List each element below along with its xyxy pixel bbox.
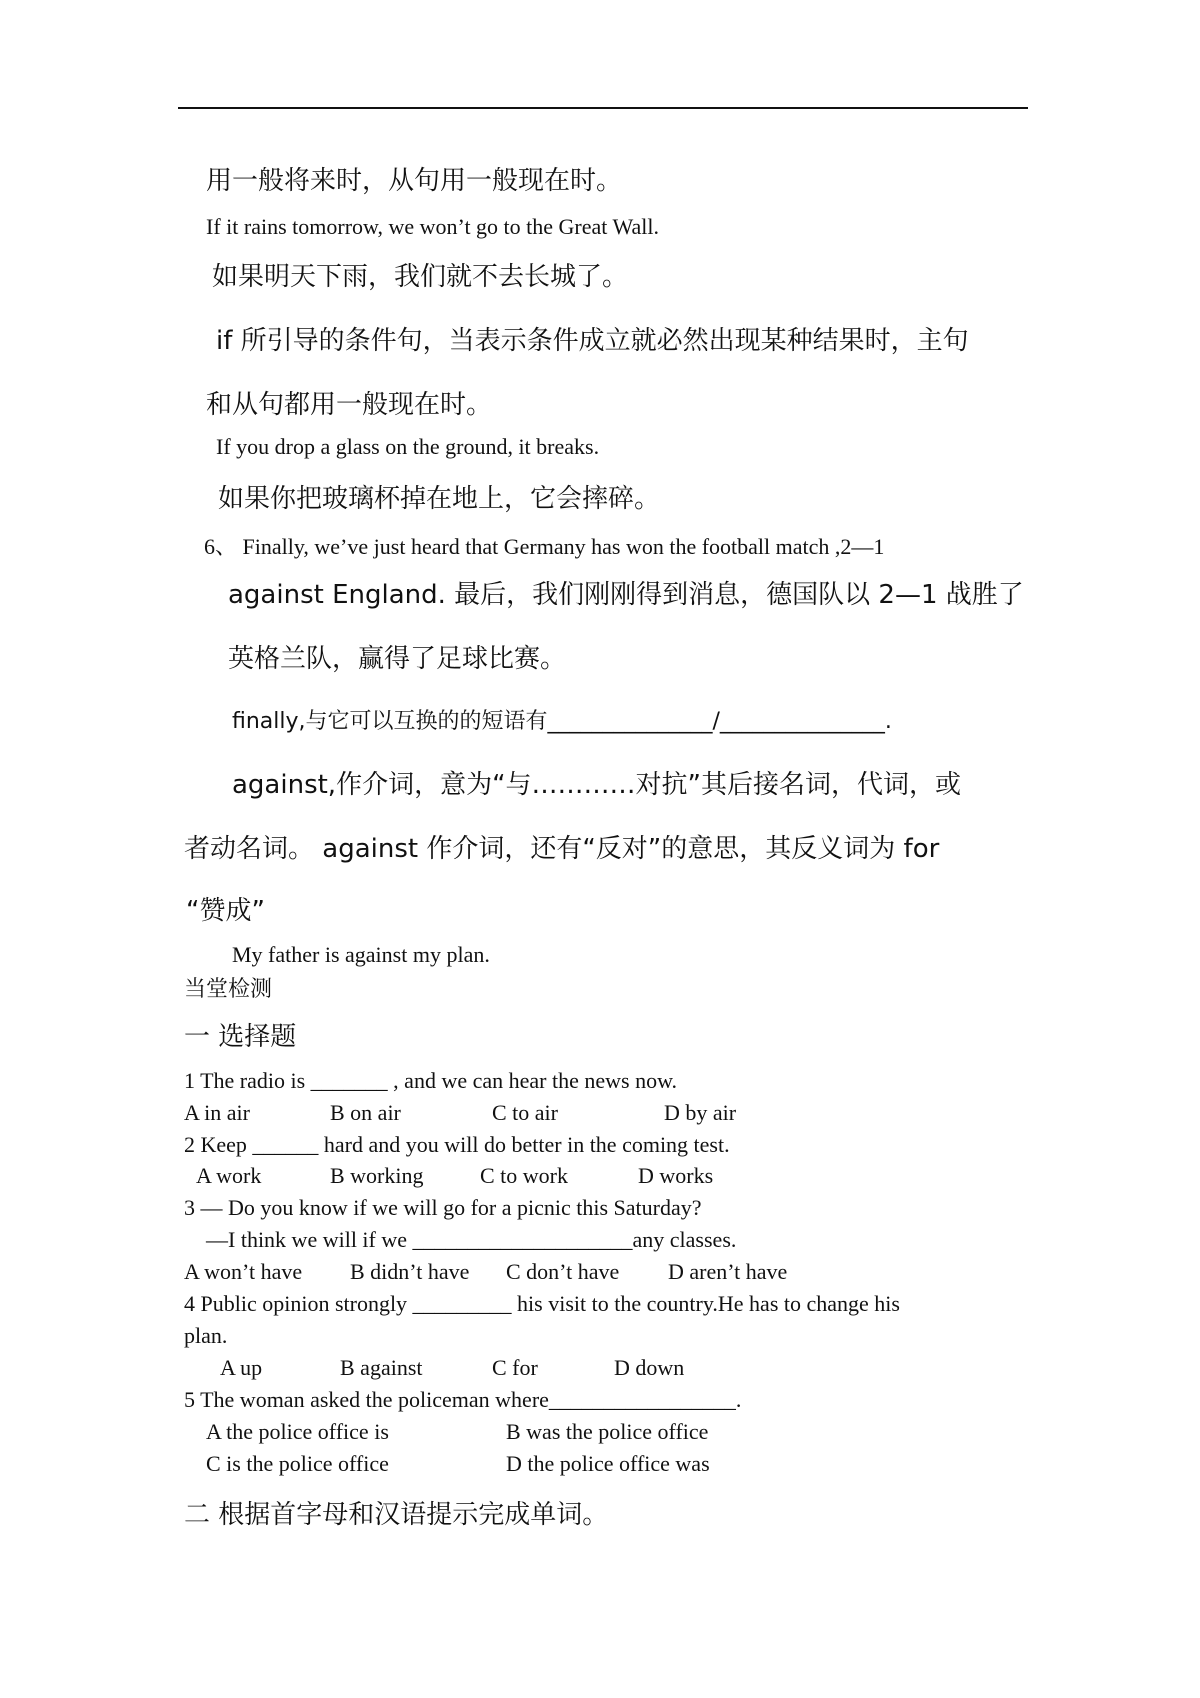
- fill-blank-line: finally,与它可以互换的的短语有_______________/_______________.: [232, 709, 892, 734]
- option-b: B working: [330, 1163, 424, 1188]
- option-a: A in air: [184, 1100, 250, 1125]
- option-b: B against: [340, 1355, 423, 1380]
- text-line: if 所引导的条件句，当表示条件成立就必然出现某种结果时，主句: [216, 326, 969, 356]
- option-d: D aren’t have: [668, 1259, 788, 1284]
- option-b: B on air: [330, 1100, 401, 1125]
- text-line: 者动名词。 against 作介词，还有“反对”的意思，其反义词为 for: [184, 834, 940, 864]
- header-rule: [178, 107, 1028, 109]
- question-1: 1 The radio is _______ , and we can hear the news now.: [184, 1068, 678, 1093]
- text-line: 和从句都用一般现在时。: [206, 390, 493, 420]
- question-4: 4 Public opinion strongly _________ his visit to the country.He has to change his: [184, 1291, 900, 1316]
- text-line: 用一般将来时，从句用一般现在时。: [206, 166, 623, 196]
- text-line: against England. 最后，我们刚刚得到消息，德国队以 2—1 战胜了: [228, 580, 1024, 610]
- option-a: A the police office is: [206, 1419, 389, 1444]
- question-3-reply: —I think we will if we ____________________any classes.: [206, 1227, 737, 1252]
- question-5: 5 The woman asked the policeman where_________________.: [184, 1387, 742, 1412]
- option-d: D the police office was: [506, 1451, 710, 1476]
- section-title: 一 选择题: [184, 1022, 297, 1052]
- option-a: A work: [196, 1163, 262, 1188]
- question-3: 3 — Do you know if we will go for a picnic this Saturday?: [184, 1195, 702, 1220]
- question-2: 2 Keep ______ hard and you will do better in the coming test.: [184, 1132, 730, 1157]
- option-a: A won’t have: [184, 1259, 303, 1284]
- option-d: D works: [638, 1163, 714, 1188]
- option-a: A up: [220, 1355, 263, 1380]
- text-line: 英格兰队，赢得了足球比赛。: [228, 644, 567, 674]
- section-title: 二 根据首字母和汉语提示完成单词。: [184, 1500, 609, 1530]
- question-4-cont: plan.: [184, 1323, 228, 1348]
- text-line: “赞成”: [186, 896, 265, 926]
- text-line: 6、 Finally, we’ve just heard that Germany has won the football match ,2—1: [204, 534, 885, 559]
- option-c: C to air: [492, 1100, 558, 1125]
- option-c: C for: [492, 1355, 538, 1380]
- option-b: B didn’t have: [350, 1259, 470, 1284]
- option-c: C is the police office: [206, 1451, 389, 1476]
- text-line: 如果你把玻璃杯掉在地上，它会摔碎。: [218, 484, 661, 514]
- text-line: 如果明天下雨，我们就不去长城了。: [212, 262, 629, 292]
- text-line: against,作介词，意为“与…………对抗”其后接名词，代词，或: [232, 770, 962, 800]
- option-c: C don’t have: [506, 1259, 620, 1284]
- option-d: D down: [614, 1355, 685, 1380]
- text-line: If it rains tomorrow, we won’t go to the Great Wall.: [206, 214, 659, 239]
- text-line: If you drop a glass on the ground, it breaks.: [216, 434, 600, 459]
- section-heading: 当堂检测: [184, 977, 273, 1002]
- example-sentence: My father is against my plan.: [232, 942, 490, 967]
- option-d: D by air: [664, 1100, 737, 1125]
- option-c: C to work: [480, 1163, 568, 1188]
- option-b: B was the police office: [506, 1419, 709, 1444]
